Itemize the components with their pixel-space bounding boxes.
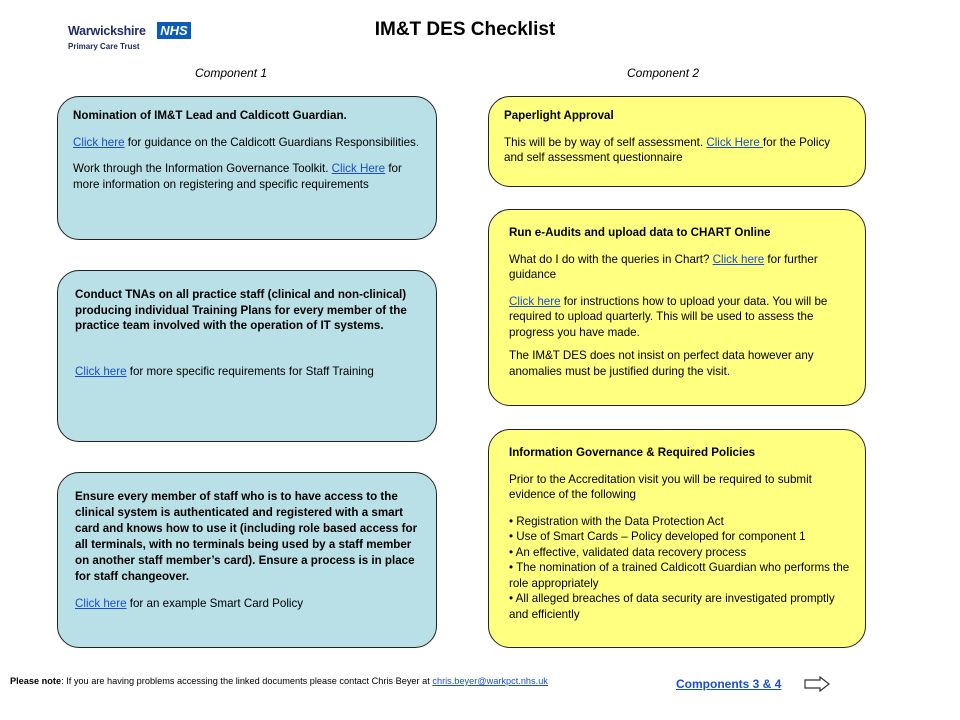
governance-item: • All alleged breaches of data security are investigated promptly and efficiently	[509, 592, 835, 621]
governance-item: • Use of Smart Cards – Policy developed for component 1	[509, 530, 806, 543]
eaudits-queries-text: What do I do with the queries in Chart? Click here for further guidance	[509, 252, 818, 281]
toolkit-registration-link[interactable]: Click Here	[331, 162, 386, 175]
logo-org-name: Warwickshire	[68, 24, 146, 38]
eaudits-title: Run e-Audits and upload data to CHART Online	[509, 226, 771, 239]
tna-title: Conduct TNAs on all practice staff (clinical and non-clinical) producing individual Training Plans for every member of the practice team involved with the operation of IT systems.	[75, 288, 407, 332]
component-2-label: Component 2	[627, 66, 700, 80]
component-1-label: Component 1	[195, 66, 268, 80]
eaudits-upload-text: Click here for instructions how to upload your data. You will be required to upload quarterly. This will be used to assess the progress you have made.	[509, 294, 828, 339]
eaudits-data-note: The IM&T DES does not insist on perfect data however any anomalies must be justified during the visit.	[509, 349, 814, 378]
smartcard-policy-link[interactable]: Click here	[75, 597, 127, 610]
smartcard-link-text: Click here for an example Smart Card Policy	[75, 597, 304, 610]
lead-guardian-box	[57, 96, 437, 240]
paperlight-text: This will be by way of self assessment. Click Here for the Policy and self assessment questionnaire	[504, 135, 831, 164]
governance-intro: Prior to the Accreditation visit you will be required to submit evidence of the following	[509, 472, 812, 501]
governance-item: • Registration with the Data Protection Act	[509, 514, 724, 528]
tna-link-text: Click here for more specific requirements for Staff Training	[75, 364, 374, 378]
governance-title: Information Governance & Required Policies	[509, 446, 756, 459]
paperlight-box	[488, 96, 866, 187]
components-3-4-link[interactable]: Components 3 & 4	[676, 677, 782, 691]
logo-subtitle: Primary Care Trust	[68, 42, 140, 51]
contact-email-link[interactable]: chris.beyer@warkpct.nhs.uk	[432, 676, 548, 686]
nhs-badge: NHS	[157, 22, 191, 39]
toolkit-text: Work through the Information Governance Toolkit. Click Here for more information on registering and specific requirements	[73, 162, 402, 191]
upload-instructions-link[interactable]: Click here	[509, 294, 561, 308]
lead-guardian-title: Nomination of IM&T Lead and Caldicott Guardian.	[73, 109, 347, 122]
eaudits-box	[488, 209, 866, 406]
chart-queries-link[interactable]: Click here	[712, 252, 765, 266]
staff-training-link[interactable]: Click here	[75, 364, 127, 378]
smartcard-title: Ensure every member of staff who is to have access to the clinical system is authenticated and registered with a smart card and knows how to use it (including role based access for all terminals, with no terminals being used by a staff member on another staff member’s card). Ensure a process is in place for staff changeover.	[75, 490, 418, 583]
governance-item: • The nomination of a trained Caldicott Guardian who performs the role appropriately	[509, 561, 850, 590]
footer-note: Please note: If you are having problems accessing the linked documents please contact Chris Beyer at chris.beyer@warkpct.nhs.uk	[10, 676, 548, 686]
paperlight-title: Paperlight Approval	[504, 109, 614, 122]
smartcard-box	[57, 472, 437, 648]
paperlight-policy-link[interactable]: Click Here	[706, 135, 764, 149]
caldicott-guidance-link[interactable]: Click here	[73, 135, 125, 149]
page-title: IM&T DES Checklist	[374, 19, 556, 40]
lead-guardian-guidance: Click here for guidance on the Caldicott Guardians Responsibilities.	[73, 135, 420, 149]
governance-item: • An effective, validated data recovery process	[509, 545, 747, 559]
tna-box	[57, 270, 437, 442]
next-arrow-icon[interactable]	[804, 676, 830, 692]
governance-box	[488, 429, 866, 648]
